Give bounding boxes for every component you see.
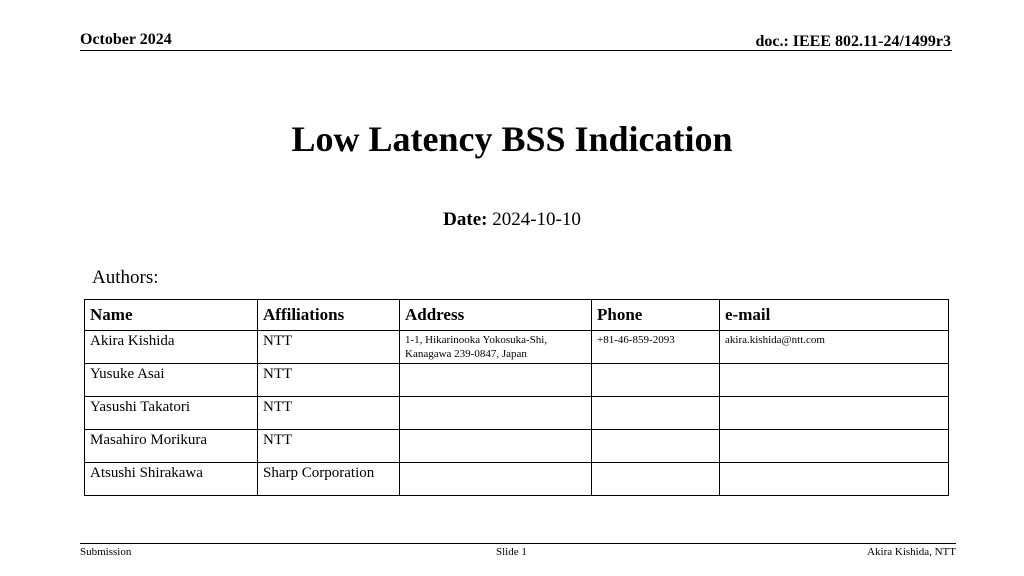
author-email: akira.kishida@ntt.com (720, 331, 949, 364)
author-address (400, 430, 592, 463)
table-header-row (85, 300, 949, 331)
author-phone (592, 364, 720, 397)
date-value: 2024-10-10 (492, 209, 581, 230)
author-affiliation: NTT (258, 430, 400, 463)
author-name: Akira Kishida (85, 331, 258, 364)
table-row (85, 331, 949, 364)
author-email (720, 430, 949, 463)
author-phone: +81-46-859-2093 (592, 331, 720, 364)
author-phone (592, 430, 720, 463)
authors-table (84, 299, 949, 496)
table-row (85, 364, 949, 397)
slide-title: Low Latency BSS Indication (291, 119, 733, 159)
author-phone (592, 463, 720, 496)
author-address (400, 397, 592, 430)
author-name: Atsushi Shirakawa (85, 463, 258, 496)
header-email: e-mail (720, 300, 949, 331)
header-affiliations: Affiliations (258, 300, 400, 331)
author-address (400, 364, 592, 397)
header-rule (80, 50, 952, 51)
author-name: Masahiro Morikura (85, 430, 258, 463)
author-affiliation: NTT (258, 364, 400, 397)
footer-submission: Submission (80, 546, 132, 558)
footer-author: Akira Kishida, NTT (867, 546, 956, 558)
author-address (400, 463, 592, 496)
author-phone (592, 397, 720, 430)
author-email (720, 397, 949, 430)
table-row (85, 463, 949, 496)
authors-label: Authors: (92, 267, 159, 288)
author-address: 1-1, Hikarinooka Yokosuka-Shi, Kanagawa 239-0847, Japan (400, 331, 592, 364)
table-row (85, 397, 949, 430)
header-date: October 2024 (80, 31, 172, 48)
header-address: Address (400, 300, 592, 331)
header-name: Name (85, 300, 258, 331)
author-name: Yusuke Asai (85, 364, 258, 397)
author-affiliation: Sharp Corporation (258, 463, 400, 496)
footer-slide-number: Slide 1 (496, 546, 527, 558)
table-row (85, 430, 949, 463)
header-doc-id: doc.: IEEE 802.11-24/1499r3 (755, 33, 951, 50)
date-line (0, 209, 1024, 231)
date-label: Date: (443, 209, 488, 230)
author-affiliation: NTT (258, 397, 400, 430)
author-affiliation: NTT (258, 331, 400, 364)
footer-rule (80, 543, 956, 544)
author-name: Yasushi Takatori (85, 397, 258, 430)
author-email (720, 463, 949, 496)
author-email (720, 364, 949, 397)
header-phone: Phone (592, 300, 720, 331)
